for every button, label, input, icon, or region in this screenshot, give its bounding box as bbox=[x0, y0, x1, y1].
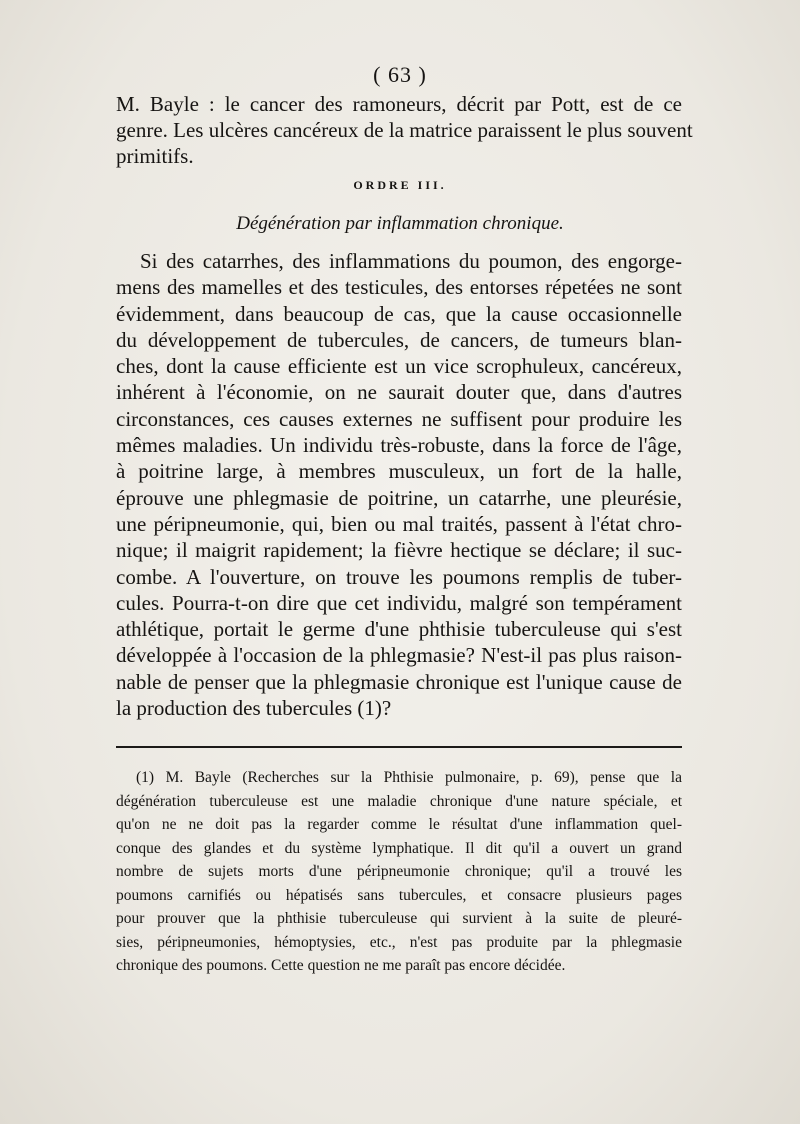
intro-paragraph bbox=[116, 91, 693, 169]
body-paragraph bbox=[116, 248, 682, 721]
page-number: ( 63 ) bbox=[373, 62, 427, 87]
text-line: combe. A l'ouverture, on trouve les poumons remplis de tuber- bbox=[116, 564, 682, 589]
section-title: Dégénération par inflammation chronique. bbox=[236, 213, 564, 234]
footnote-line: (1) M. Bayle (Recherches sur la Phthisie pulmonaire, p. 69), pense que la bbox=[136, 769, 682, 786]
text-line: mêmes maladies. Un individu très-robuste, dans la force de l'âge, bbox=[116, 433, 682, 458]
footnote-line: nombre de sujets morts d'une péripneumonie chronique; qu'il a trouvé les bbox=[116, 863, 682, 880]
text-line: une péripneumonie, qui, bien ou mal traités, passent à l'état chro- bbox=[116, 511, 682, 536]
text-line: nable de penser que la phlegmasie chronique est l'unique cause de bbox=[116, 669, 682, 694]
text-line: Si des catarrhes, des inflammations du poumon, des engorge- bbox=[140, 249, 682, 273]
text-line: cules. Pourra-t-on dire que cet individu, malgré son tempérament bbox=[116, 590, 682, 615]
footnote-line: dégénération tuberculeuse est une maladie chronique d'une nature spéciale, et bbox=[116, 792, 682, 810]
text-line: M. Bayle : le cancer des ramoneurs, décrit par Pott, est de ce bbox=[116, 92, 682, 116]
footnote-divider bbox=[116, 746, 682, 748]
footnote-line: sies, péripneumonies, hémoptysies, etc., n'est pas produite par la phlegmasie bbox=[116, 933, 682, 951]
text-line: mens des mamelles et des testicules, des entorses répetées ne sont bbox=[116, 275, 682, 300]
text-line: primitifs. bbox=[116, 144, 194, 168]
text-line: inhérent à l'économie, on ne saurait douter que, dans d'autres bbox=[116, 380, 682, 405]
footnote bbox=[116, 766, 682, 978]
footnote-line: pour prouver que la phthisie tuberculeuse qui survient à la suite de pleuré- bbox=[116, 910, 682, 927]
text-line: évidemment, dans beaucoup de cas, que la cause occasionnelle bbox=[116, 301, 682, 326]
footnote-line: poumons carnifiés ou hépatisés sans tubercules, et consacre plusieurs pages bbox=[116, 886, 682, 904]
text-line: circonstances, ces causes externes ne suffisent pour produire les bbox=[116, 406, 682, 431]
text-line: la production des tubercules (1)? bbox=[116, 696, 392, 721]
text-line: nique; il maigrit rapidement; la fièvre hectique se déclare; il suc- bbox=[116, 538, 682, 563]
text-line: ches, dont la cause efficiente est un vice scrophuleux, cancéreux, bbox=[116, 354, 682, 379]
text-line: éprouve une phlegmasie de poitrine, un catarrhe, une pleurésie, bbox=[116, 485, 682, 510]
footnote-line: chronique des poumons. Cette question ne me paraît pas encore décidée. bbox=[116, 957, 566, 974]
text-line: genre. Les ulcères cancéreux de la matrice paraissent le plus souvent bbox=[116, 118, 693, 142]
footnote-line: conque des glandes et du système lymphatique. Il dit qu'il a ouvert un grand bbox=[116, 839, 682, 857]
text-line: développée à l'occasion de la phlegmasie? N'est-il pas plus raison- bbox=[116, 643, 682, 668]
footnote-line: qu'on ne ne doit pas la regarder comme le résultat d'une inflammation quel- bbox=[116, 816, 682, 833]
section-heading: ORDRE III. bbox=[353, 178, 447, 192]
text-line: athlétique, portait le germe d'une phthisie tuberculeuse qui s'est bbox=[116, 617, 682, 642]
text-line: du développement de tubercules, de cancers, de tumeurs blan- bbox=[116, 327, 682, 352]
text-line: à poitrine large, à membres musculeux, un fort de la halle, bbox=[116, 459, 682, 484]
